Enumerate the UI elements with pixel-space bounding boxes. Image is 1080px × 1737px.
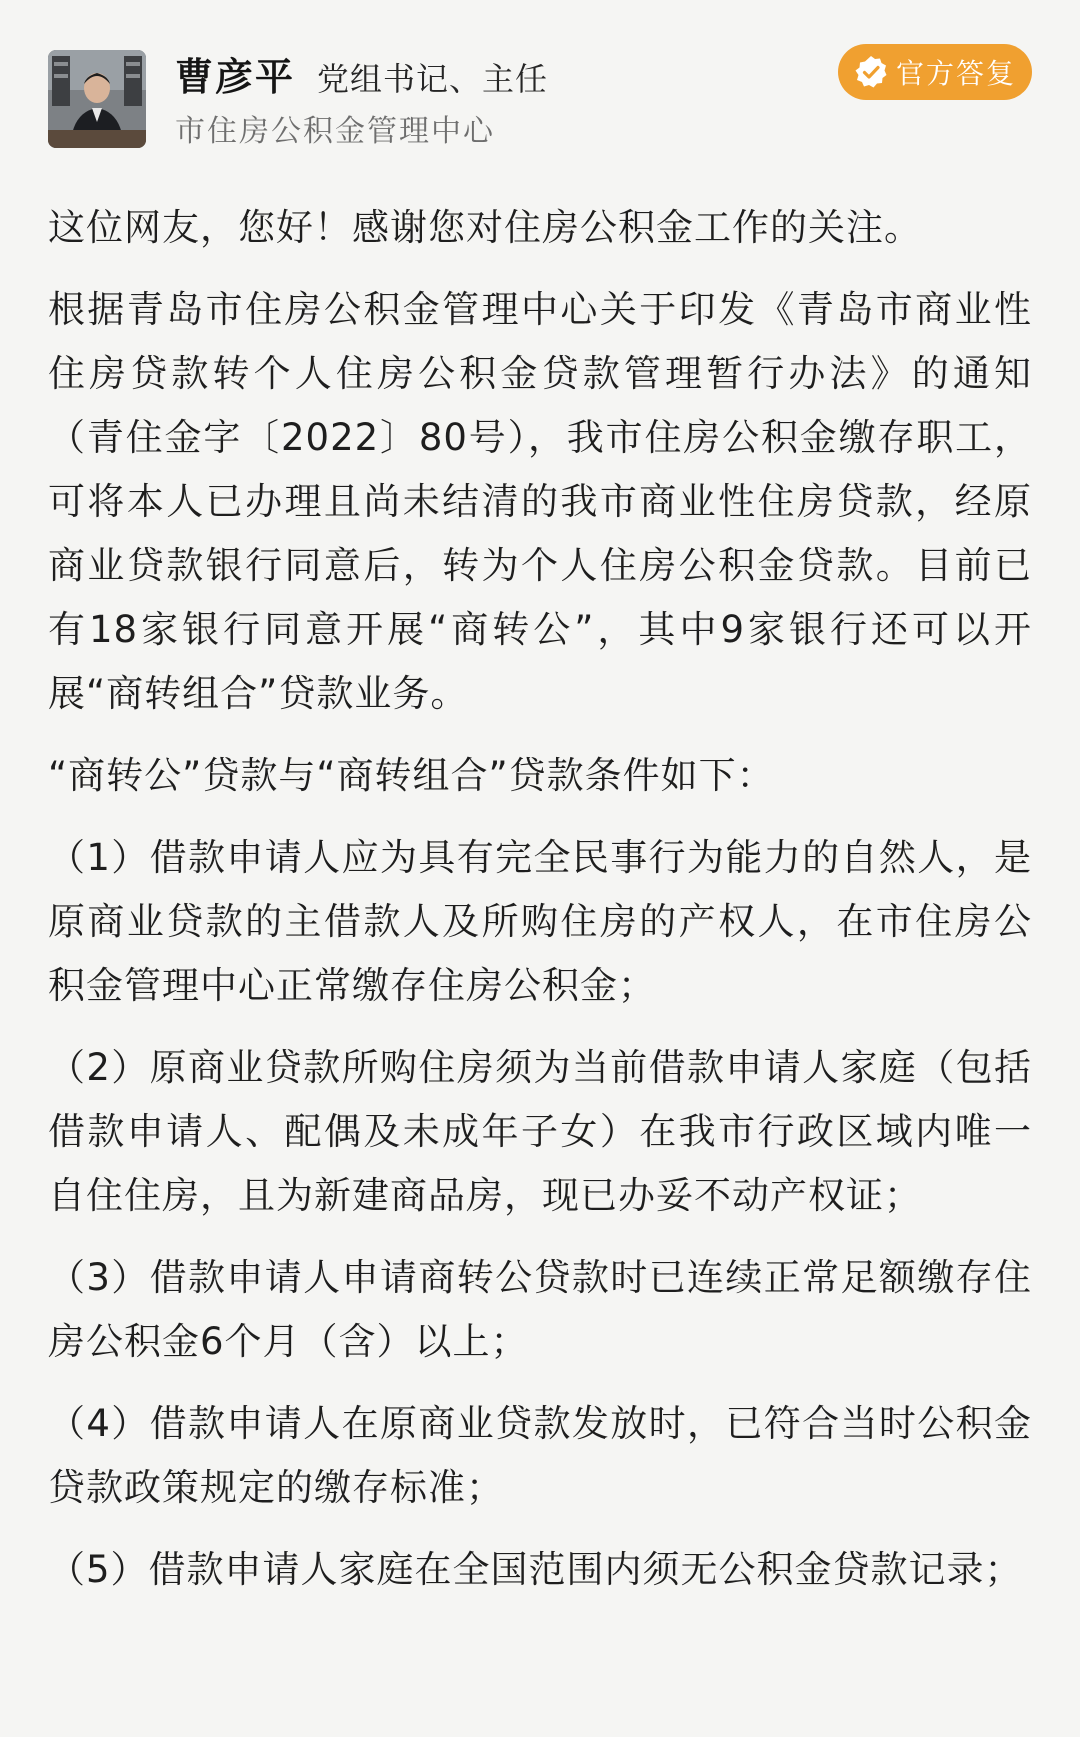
- author-name[interactable]: 曹彦平: [175, 55, 296, 99]
- intro-paragraph: 根据青岛市住房公积金管理中心关于印发《青岛市商业性住房贷款转个人住房公积金贷款管理暂行办法》的通知（青住金字〔2022〕80号），我市住房公积金缴存职工，可将本人已办理且尚未结清的我市商业性住房贷款，经原商业贷款银行同意后，转为个人住房公积金贷款。目前已有18家银行同意开展“商转公”，其中9家银行还可以开展“商转组合”贷款业务。: [48, 288, 1032, 715]
- reply-content: [48, 196, 1032, 1602]
- author-organization: 市住房公积金管理中心: [175, 114, 495, 149]
- badge-label: 官方答复: [895, 57, 1016, 90]
- reply-header: [48, 44, 1032, 154]
- official-reply-badge: [838, 44, 1032, 100]
- condition-item: （3）借款申请人申请商转公贷款时已连续正常足额缴存住房公积金6个月（含）以上；: [48, 1256, 1032, 1363]
- author-line: [175, 46, 548, 98]
- condition-item: （2）原商业贷款所购住房须为当前借款申请人家庭（包括借款申请人、配偶及未成年子女）在我市行政区域内唯一自住住房，且为新建商品房，现已办妥不动产权证；: [48, 1046, 1032, 1217]
- condition-item: （1）借款申请人应为具有完全民事行为能力的自然人，是原商业贷款的主借款人及所购住房的产权人，在市住房公积金管理中心正常缴存住房公积金；: [48, 836, 1032, 1007]
- condition-item: （4）借款申请人在原商业贷款发放时，已符合当时公积金贷款政策规定的缴存标准；: [48, 1402, 1032, 1509]
- avatar[interactable]: [48, 50, 146, 148]
- condition-item: （5）借款申请人家庭在全国范围内须无公积金贷款记录；: [48, 1548, 1023, 1591]
- verified-check-icon: [854, 55, 888, 89]
- author-role: 党组书记、主任: [317, 60, 549, 98]
- greeting-paragraph: 这位网友，您好！感谢您对住房公积金工作的关注。: [48, 206, 922, 249]
- conditions-heading: “商转公”贷款与“商转组合”贷款条件如下：: [48, 754, 775, 797]
- person-portrait-icon: [48, 50, 146, 148]
